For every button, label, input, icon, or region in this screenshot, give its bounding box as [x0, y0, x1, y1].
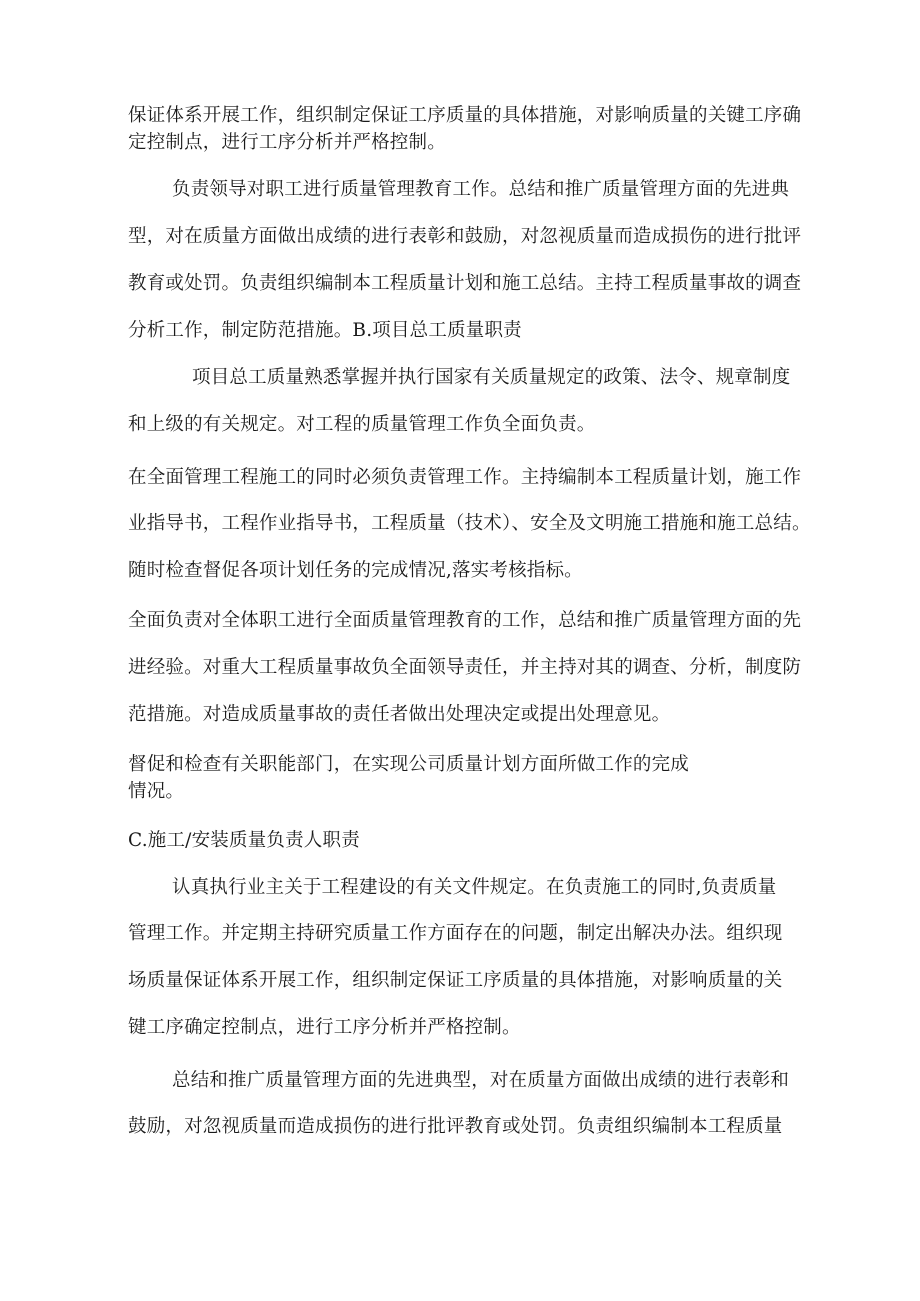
text-line: 管理工作。并定期主持研究质量工作方面存在的问题，制定出解决办法。组织现 [128, 923, 783, 944]
text-line: 总结和推广质量管理方面的先进典型，对在质量方面做出成绩的进行表彰和 [172, 1070, 790, 1091]
text-line: 保证体系开展工作，组织制定保证工序质量的具体措施，对影响质量的关键工序确 [128, 105, 802, 126]
text-line: 随时检查督促各项计划任务的完成情况,落实考核指标。 [128, 560, 583, 581]
text-line: 范措施。对造成质量事故的责任者做出处理决定或提出处理意见。 [128, 704, 671, 725]
text-line: 场质量保证体系开展工作，组织制定保证工序质量的具体措施，对影响质量的关 [128, 970, 783, 991]
text-line: 教育或处罚。负责组织编制本工程质量计划和施工总结。主持工程质量事故的调查 [128, 273, 802, 294]
text-line: 分析工作，制定防范措施。B.项目总工质量职责 [128, 320, 522, 341]
text-line: 鼓励，对忽视质量而造成损伤的进行批评教育或处罚。负责组织编制本工程质量 [128, 1116, 783, 1137]
text-line: 和上级的有关规定。对工程的质量管理工作负全面负责。 [128, 414, 596, 435]
text-line: 督促和检查有关职能部门，在实现公司质量计划方面所做工作的完成 [128, 754, 690, 775]
section-heading: C.施工/安装质量负责人职责 [128, 830, 360, 851]
text-line: 认真执行业主关于工程建设的有关文件规定。在负责施工的同时,负责质量 [172, 877, 777, 898]
text-line: 业指导书，工程作业指导书，工程质量（技术）、安全及文明施工措施和施工总结。 [128, 513, 811, 534]
text-line: 在全面管理工程施工的同时必须负责管理工作。主持编制本工程质量计划，施工作 [128, 467, 802, 488]
text-line: 键工序确定控制点，进行工序分析并严格控制。 [128, 1017, 521, 1038]
text-line: 负责领导对职工进行质量管理教育工作。总结和推广质量管理方面的先进典 [172, 179, 790, 200]
text-line: 定控制点，进行工序分析并严格控制。 [128, 132, 446, 153]
text-line: 进经验。对重大工程质量事故负全面领导责任，并主持对其的调查、分析，制度防 [128, 657, 802, 678]
text-line: 型，对在质量方面做出成绩的进行表彰和鼓励，对忽视质量而造成损伤的进行批评 [128, 226, 802, 247]
text-line: 项目总工质量熟悉掌握并执行国家有关质量规定的政策、法令、规章制度 [192, 367, 791, 388]
text-line: 情况。 [128, 781, 185, 802]
text-line: 全面负责对全体职工进行全面质量管理教育的工作，总结和推广质量管理方面的先 [128, 610, 802, 631]
